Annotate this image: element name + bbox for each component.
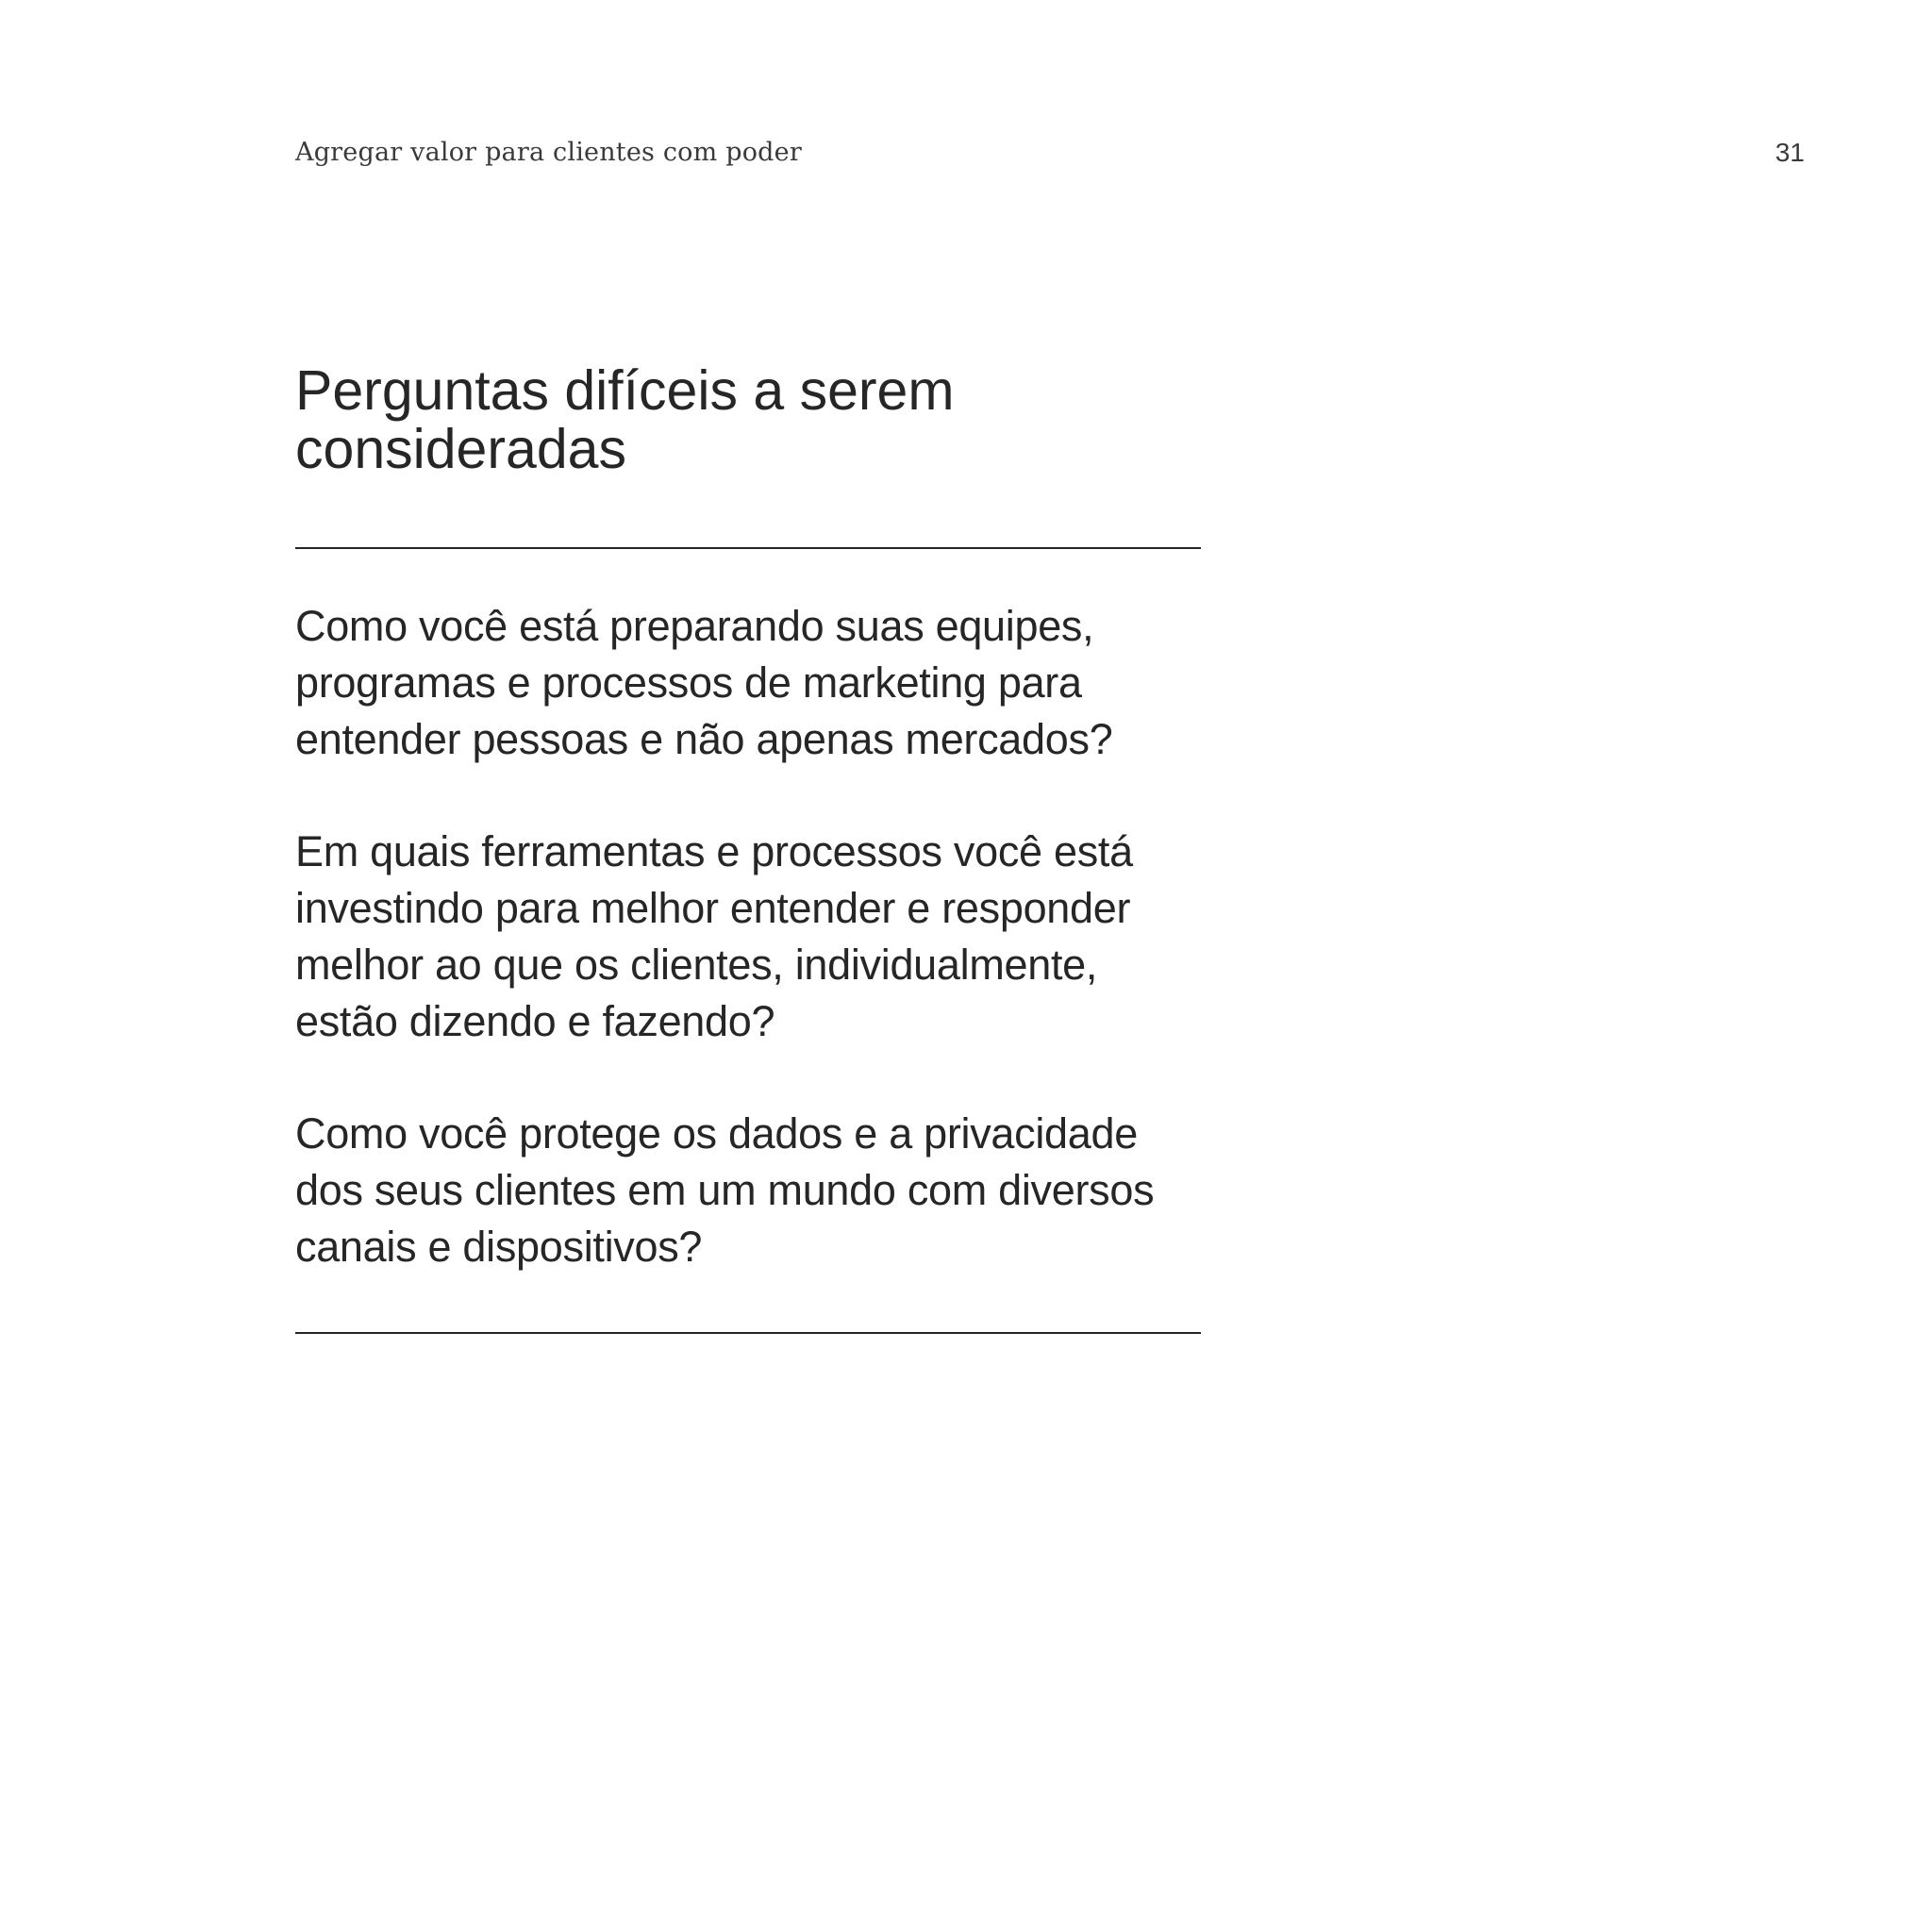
question-list: [295, 598, 1201, 1275]
question-item: Em quais ferramentas e processos você está investindo para melhor entender e responder melhor ao que os clientes, individualmente, estão dizendo e fazendo?: [295, 827, 1133, 1045]
question-item: Como você protege os dados e a privacidade dos seus clientes em um mundo com diversos canais e dispositivos?: [295, 1109, 1155, 1271]
page-title: Perguntas difíceis a serem consideradas: [295, 359, 955, 480]
bottom-divider: [295, 1332, 1201, 1334]
page-number: 31: [1774, 138, 1805, 167]
question-item: Como você está preparando suas equipes, programas e processos de marketing para entender pessoas e não apenas mercados?: [295, 602, 1113, 763]
top-divider: [295, 547, 1201, 549]
running-header: Agregar valor para clientes com poder: [295, 138, 802, 167]
